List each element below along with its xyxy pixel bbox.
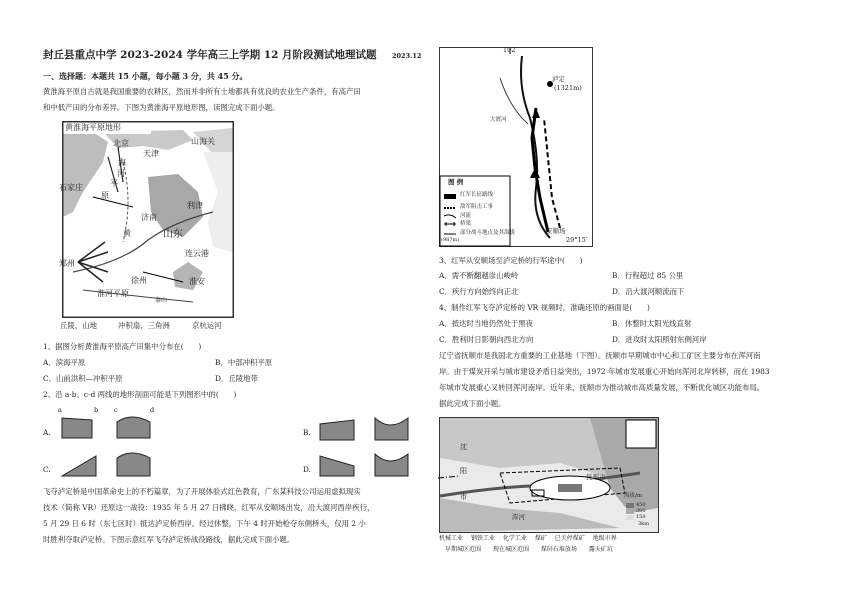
place-zhengzhou: 郑州 (59, 259, 75, 268)
map2-legend-battle: 部分战斗地点及其海拔 (460, 230, 516, 236)
q3-option-a[interactable]: A．需不断翻越崇山峻岭 (439, 271, 519, 280)
map3-elev-450: 450 (636, 502, 646, 508)
map2-legend-route: 红军长征路线 (460, 192, 494, 198)
q2-c-profiles (62, 446, 152, 476)
place-lijin: 利津 (187, 201, 203, 210)
legend-current-urban: 现在城区范围 (492, 546, 529, 553)
place-tianjin: 天津 (143, 149, 159, 158)
map2-elev-left: (987m) (441, 237, 460, 243)
map3-label-shen: 沈 (460, 443, 467, 451)
legend-machinery: 机械工业 (439, 535, 464, 542)
q2-stem: 2、沿 a-b、c-d 两线的地形剖面可能是下列图形中的( ) (43, 390, 237, 399)
q2-option-c[interactable]: C. (43, 465, 51, 474)
place-shanhaiguan: 山海关 (191, 137, 215, 146)
place-ping: 平 (110, 179, 118, 188)
luding-route-map (439, 47, 593, 247)
q2-b-profiles (320, 410, 410, 440)
map3-city: 抚顺市 (586, 473, 606, 481)
legend-coalmine: 煤矿 (534, 535, 547, 542)
paper-date: 2023.12 (392, 52, 422, 60)
map3-legend-row2 (445, 547, 613, 553)
place-he: 河 (117, 169, 125, 178)
intro2-line4: 时胜利夺取泸定桥。下图示意红军飞夺泸定桥战役路线，据此完成下面小题。 (43, 535, 295, 544)
intro3-line1: 辽宁省抚顺市是我国北方重要的工业基地（下图）。抚顺市早期城市中心和工矿区主要分布在浑河南 (439, 351, 761, 360)
place-jinan: 济南 (141, 213, 157, 222)
q2-a-label-d: d (150, 406, 155, 414)
q2-a-profiles (62, 406, 155, 438)
map2-luding: 泸定 (552, 75, 565, 83)
legend-hills: 丘陵、山地 (60, 321, 97, 330)
q3-option-c[interactable]: C．疾行方向始终向正北 (439, 287, 519, 296)
intro2-line2: 技术（简称 VR）还原这一战役：1935 年 5 月 27 日拂晓，红军从安顺场出发，沿大渡河西岸疾行， (43, 503, 375, 512)
q2-a-label-a: a (58, 406, 62, 414)
map2-legend-title: 图 例 (448, 178, 464, 186)
place-huang: 黄 (123, 229, 131, 238)
legend-open-pit: 露天矿坑 (588, 546, 613, 553)
q4-option-d[interactable]: D．进攻时太阳照射东侧河岸 (612, 335, 707, 344)
legend-city-boundary: 地级市界 (592, 535, 617, 542)
q4-option-b[interactable]: B．休整时太阳光线直射 (612, 319, 692, 328)
q1-option-c[interactable]: C．山前洪积—冲积平原 (43, 374, 123, 383)
map3-legend-row1 (439, 536, 617, 542)
q4-option-c[interactable]: C．胜利时日影朝向西北方向 (439, 335, 534, 344)
legend-chemical: 化学工业 (502, 535, 527, 542)
map2-lat: 29°15′ (566, 236, 588, 244)
place-huaihe-plain: 淮河平原 (97, 289, 129, 298)
fushun-map-drawing (440, 418, 658, 532)
legend-steel: 钢铁工业 (470, 535, 495, 542)
map3-elev-150: 150 (636, 514, 646, 520)
q3-stem: 3、红军从安顺场至泸定桥的行军途中( ) (439, 256, 583, 265)
map2-legend-river: 河流 (460, 213, 472, 219)
q1-option-a[interactable]: A．滨海平原 (43, 358, 86, 367)
hhh-plain-map (59, 121, 234, 318)
map3-river: 浑河 (512, 513, 525, 521)
legend-canal: 京杭运河 (192, 321, 222, 330)
place-xuzhou: 徐州 (131, 276, 147, 285)
map2-river-name: 大渡河 (490, 117, 507, 123)
q3-option-d[interactable]: D．沿大渡河顺流而下 (612, 287, 685, 296)
q2-a-label-b: b (94, 406, 99, 414)
map3-label-yang: 阳 (460, 467, 467, 475)
q2-option-a[interactable]: A. (43, 428, 51, 437)
map3-label-shi: 市 (460, 493, 467, 501)
map3-scale: 3km (638, 521, 649, 527)
paper-title: 封丘县重点中学 2023-2024 学年高三上学期 12 月阶段测试地理试题 (43, 49, 377, 61)
intro1-line1: 黄淮海平原自古就是我国重要的农耕区，然而并非所有土地都具有优良的农业生产条件，有高产田 (43, 87, 361, 96)
q2-option-b[interactable]: B. (303, 428, 311, 437)
legend-early-urban: 早期城区范围 (445, 546, 482, 553)
q1-option-d[interactable]: D．丘陵地带 (215, 374, 258, 383)
place-huaian: 淮安 (189, 277, 205, 286)
q4-option-a[interactable]: A．抵达时当地仍然处于黑夜 (439, 319, 534, 328)
q2-option-d[interactable]: D. (303, 465, 312, 474)
place-beijing: 北京 (113, 139, 129, 148)
fushun-map (439, 417, 659, 533)
intro3-line3: 年城市发展重心又转回浑河南岸。近年来，抚顺市为推动城市高质量发展，不断优化城区功能布局。 (439, 383, 765, 392)
q3-option-b[interactable]: B．行程超过 85 公里 (612, 271, 684, 280)
intro3-line4: 据此完成下面小题。 (439, 399, 506, 408)
legend-closed-mine: 已关停煤矿 (554, 535, 585, 542)
map1-title: 黄淮海平原地形 (65, 123, 121, 132)
legend-gangue-dump: 煤矸石堆放场 (540, 546, 577, 553)
intro2-line3: 5 月 29 日 6 时（东七区时）抵达泸定桥西岸。经过休整，下午 4 时开始枪夺东侧桥头，仅用 2 小 (43, 519, 366, 528)
legend-fans: 冲积扇、三角洲 (118, 321, 170, 330)
q2-a-label-c: c (114, 406, 118, 414)
intro2-line1: 飞夺泸定桥是中国革命史上的不朽篇章，为了开展体验式红色教育，广东某科技公司运用虚拟现实 (43, 487, 361, 496)
map2-legend-bridge: 桥梁 (460, 221, 472, 227)
map2-luding-elev: (1321m) (554, 84, 582, 92)
place-taishan: 泰山 (155, 297, 168, 304)
q2-d-profiles (320, 446, 410, 476)
map2-lon: 102 (503, 46, 516, 54)
q1-option-b[interactable]: B．中部冲积平原 (215, 358, 273, 367)
intro3-line2: 岸。由于煤炭开采与城市建设矛盾日益突出，1972 年城市发展重心开始向浑河北岸转移，而在 1983 (439, 367, 770, 376)
intro1-line2: 和中低产田的分布差异。下图为黄淮海平原地形图，读图完成下面小题。 (43, 103, 280, 112)
map3-elev-title: 海拔/m (624, 493, 643, 499)
map2-legend-fortification: 敌军阻击工事 (460, 204, 494, 210)
map2-anshunchang: 安顺场 (546, 227, 566, 235)
place-lianyungang: 连云港 (185, 249, 209, 258)
place-hai: 海 (118, 158, 126, 167)
place-yuan: 原 (101, 191, 109, 200)
place-shijiazhuang: 石家庄 (59, 183, 83, 192)
q4-stem: 4、制作红军飞夺泸定桥的 VR 视频时，准确还原的画面是( ) (439, 303, 650, 312)
q1-stem: 1、据图分析黄淮海平原高产田集中分布在( ) (43, 342, 202, 351)
map3-elev-300: 300 (636, 508, 646, 514)
section-heading: 一、选择题：本题共 15 小题，每小题 3 分，共 45 分。 (43, 71, 248, 81)
place-shandong: 山东 (163, 229, 183, 240)
